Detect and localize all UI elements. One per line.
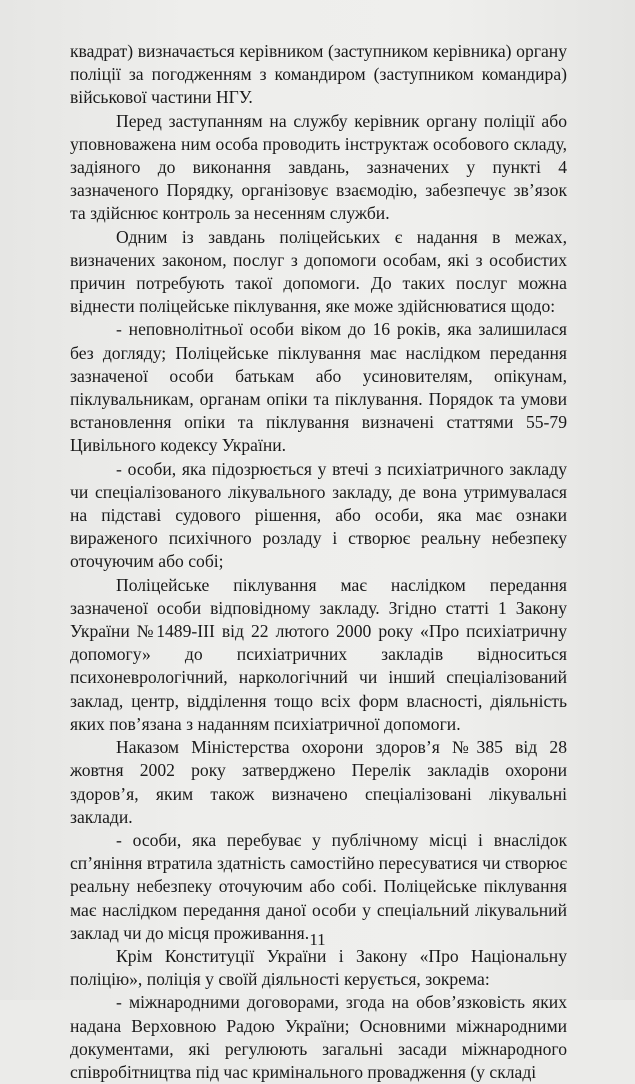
page-body-text xyxy=(70,40,567,1084)
paragraph-8: - особи, яка перебуває у публічному місці і внаслідок сп’яніння втратила здатність самостійно пересуватися чи створює реальну небезпеку оточуючим або собі. Поліцейське піклування має наслідком передання даної особи у спеціальний лікувальний заклад чи до місця проживання. xyxy=(70,829,567,943)
paragraph-10: - міжнародними договорами, згода на обов’язковість яких надана Верховною Радою України; Основними міжнародними документами, які регулюють загальні засади міжнародного співробітництва під час кримінального провадження (у складі xyxy=(70,992,567,1082)
paragraph-4: - неповнолітньої особи віком до 16 років, яка залишилася без догляду; Поліцейське піклування має наслідком передання зазначеної особи батькам або усиновителям, опікунам, піклувальникам, органам опіки та піклування. Порядок та умови встановлення опіки та піклування визначені статтями 55-79 Цивільного кодексу України. xyxy=(70,319,567,456)
paragraph-6: Поліцейське піклування має наслідком передання зазначеної особи відповідному закладу. Згідно статті 1 Закону України №1489-III від 22 лютого 2000 року «Про психіатричну допомогу» до психіатричних закладів відноситься психоневрологічний, наркологічний чи інший спеціалізований заклад, центр, відділення тощо всіх форм власності, діяльність яких пов’язана з наданням психіатричної допомоги. xyxy=(70,574,567,734)
paragraph-3: Одним із завдань поліцейських є надання в межах, визначених законом, послуг з допомоги особам, які з особистих причин потребують такої допомоги. До таких послуг можна віднести поліцейське піклування, яке може здійснюватися щодо: xyxy=(70,226,567,317)
paragraph-5: - особи, яка підозрюється у втечі з психіатричного закладу чи спеціалізованого лікувального закладу, де вона утримувалася на підставі судового рішення, або особи, яка має ознаки вираженого психічного розладу і створює реальну небезпеку оточуючим або собі; xyxy=(70,458,567,572)
paragraph-9: Крім Конституції України і Закону «Про Національну поліцію», поліція у своїй діяльності керується, зокрема: xyxy=(70,945,567,990)
paragraph-1: квадрат) визначається керівником (заступником керівника) органу поліції за погодженням з командиром (заступником командира) військової частини НГУ. xyxy=(70,41,567,108)
page-number: 11 xyxy=(309,930,326,949)
paragraph-7: Наказом Міністерства охорони здоров’я №385 від 28 жовтня 2002 року затверджено Перелік закладів охорони здоров’я, яким також визначено спеціалізовані лікувальні заклади. xyxy=(70,737,567,827)
paragraph-2: Перед заступанням на службу керівник органу поліції або уповноважена ним особа проводить інструктаж особового складу, задіяного до виконання завдань, зазначених у пункті 4 зазначеного Порядку, організовує взаємодію, забезпечує зв’язок та здійснює контроль за несенням служби. xyxy=(70,110,567,224)
